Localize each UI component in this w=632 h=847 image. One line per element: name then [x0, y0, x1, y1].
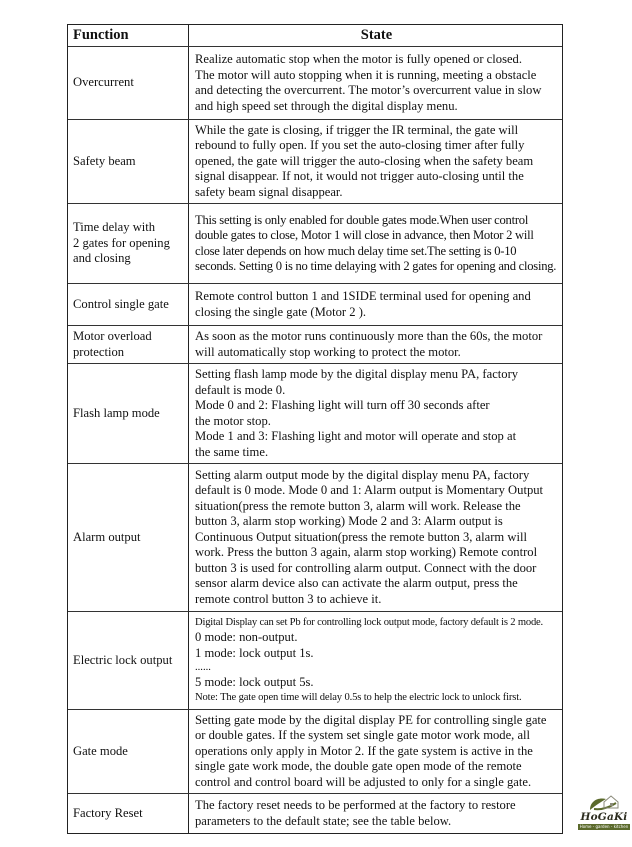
state-cell: While the gate is closing, if trigger the IR terminal, the gate will rebound to fully open. If you set the auto-closing timer after fully opened, the gate will trigger the auto-closing when the safety beam signal disappear. If not, it would not trigger auto-closing until the safety beam signal disappear.	[195, 122, 534, 199]
state-cell: This setting is only enabled for double gates mode.When user control double gates to close, Motor 1 will close in advance, then Motor 2 will close later depends on how much delay time set.The setting is 0-10 seconds. Setting 0 is no time delaying with 2 gates for opening and closing.	[195, 212, 557, 273]
logo-brand: HoGaKi	[580, 811, 628, 823]
table-row-control-single-gate	[68, 283, 562, 325]
table-row-alarm-output	[68, 463, 562, 611]
state-cell: Setting alarm output mode by the digital display menu PA, factory default is 0 mode. Mode 0 and 1: Alarm output is Momentary Output situation(press the remote button 3, alarm will work. Release the button 3, alarm stop working) Mode 2 and 3: Alarm output is Continuous Output situation(press the remote button 3, alarm will work. Press the button 3 again, alarm stop working) Remote control button 3 is used for controlling alarm output. Connect with the door sensor alarm device also can activate the alarm output, press the remote control button 3 to achieve it.	[195, 467, 544, 606]
state-cell: Remote control button 1 and 1SIDE terminal used for opening and closing the single gate (Motor 2 ).	[195, 289, 531, 319]
state-cell: As soon as the motor runs continuously more than the 60s, the motor will automatically stop working to protect the motor.	[195, 329, 543, 359]
function-cell: Electric lock output	[68, 612, 189, 709]
table-row-motor-overload	[68, 325, 562, 363]
header-state: State	[360, 26, 393, 43]
function-cell: Factory Reset	[68, 794, 189, 833]
table-row-safety-beam	[68, 119, 562, 203]
table-row-flash-lamp-mode	[68, 363, 562, 463]
table-row-factory-reset	[68, 793, 562, 833]
state-cell: Digital Display can set Pb for controlling lock output mode, factory default is 2 mode. 0 mode: non-output. 1 mode: lock output 1s. ...... 5 mode: lock output 5s. Note: The gate open time will delay 0.5s to help the electric lock to unlock first.	[195, 617, 544, 703]
house-leaf-icon	[576, 793, 632, 813]
state-cell: Setting flash lamp mode by the digital display menu PA, factory default is mode 0. Mode 0 and 2: Flashing light will turn off 30 seconds after the motor stop. Mode 1 and 3: Flashing light and motor will operate and stop at the same time.	[195, 367, 519, 459]
function-cell: Overcurrent	[68, 47, 189, 119]
state-cell: Realize automatic stop when the motor is fully opened or closed. The motor will auto stopping when it is running, meeting a obstacle and detecting the overcurrent. The motor’s overcurrent value in slow and high speed set through the digital display menu.	[195, 52, 542, 113]
header-function: Function	[68, 25, 189, 46]
function-cell: Time delay with 2 gates for opening and closing	[68, 204, 189, 283]
table-row-electric-lock-output	[68, 611, 562, 709]
function-cell: Motor overload protection	[68, 326, 189, 363]
function-cell: Control single gate	[68, 284, 189, 325]
table-header-row	[68, 25, 562, 46]
function-state-table	[67, 24, 563, 834]
table-row-overcurrent	[68, 46, 562, 119]
state-cell: The factory reset needs to be performed at the factory to restore parameters to the default state; see the table below.	[195, 798, 516, 828]
state-cell: Setting gate mode by the digital display PE for controlling single gate or double gates. If the system set single gate motor work mode, all operations only apply in Motor 2. If the gate system is active in the single gate work mode, the double gate open mode of the remote control and control board will be adjusted to only for a single gate.	[195, 712, 547, 789]
table-row-time-delay	[68, 203, 562, 283]
logo-tagline: Home - garden - kitchen	[579, 824, 629, 829]
function-cell: Safety beam	[68, 120, 189, 203]
function-cell: Flash lamp mode	[68, 364, 189, 463]
table-row-gate-mode	[68, 709, 562, 793]
function-cell: Gate mode	[68, 710, 189, 793]
function-cell: Alarm output	[68, 464, 189, 611]
hogaki-logo	[576, 793, 632, 835]
